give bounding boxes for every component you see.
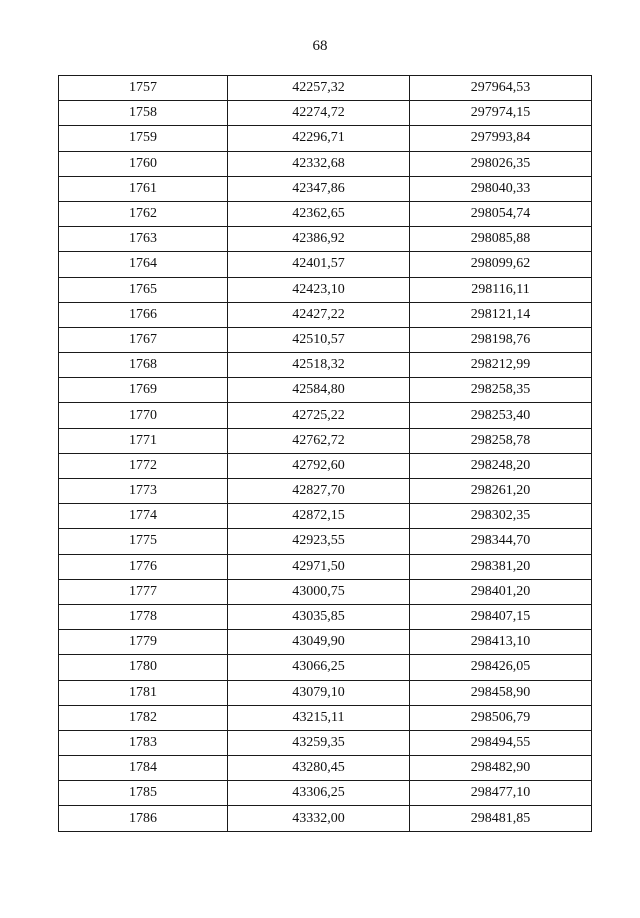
y-coordinate-cell: 298407,15 xyxy=(410,604,592,629)
point-number-cell: 1766 xyxy=(59,302,228,327)
x-coordinate-cell: 43066,25 xyxy=(228,655,410,680)
point-number-cell: 1786 xyxy=(59,806,228,831)
table-row xyxy=(59,151,592,176)
point-number-cell: 1761 xyxy=(59,176,228,201)
table-row xyxy=(59,630,592,655)
y-coordinate-cell: 298116,11 xyxy=(410,277,592,302)
point-number-cell: 1782 xyxy=(59,705,228,730)
x-coordinate-cell: 42971,50 xyxy=(228,554,410,579)
table-row xyxy=(59,227,592,252)
table-row xyxy=(59,403,592,428)
table-row xyxy=(59,302,592,327)
coordinates-table-body xyxy=(59,76,592,832)
table-row xyxy=(59,76,592,101)
x-coordinate-cell: 42510,57 xyxy=(228,327,410,352)
table-row xyxy=(59,680,592,705)
point-number-cell: 1771 xyxy=(59,428,228,453)
x-coordinate-cell: 42762,72 xyxy=(228,428,410,453)
table-row xyxy=(59,101,592,126)
x-coordinate-cell: 42584,80 xyxy=(228,378,410,403)
x-coordinate-cell: 42296,71 xyxy=(228,126,410,151)
x-coordinate-cell: 43259,35 xyxy=(228,730,410,755)
y-coordinate-cell: 298099,62 xyxy=(410,252,592,277)
y-coordinate-cell: 298040,33 xyxy=(410,176,592,201)
table-row xyxy=(59,781,592,806)
y-coordinate-cell: 298258,35 xyxy=(410,378,592,403)
y-coordinate-cell: 298121,14 xyxy=(410,302,592,327)
x-coordinate-cell: 42725,22 xyxy=(228,403,410,428)
x-coordinate-cell: 43306,25 xyxy=(228,781,410,806)
point-number-cell: 1777 xyxy=(59,579,228,604)
y-coordinate-cell: 298253,40 xyxy=(410,403,592,428)
x-coordinate-cell: 43035,85 xyxy=(228,604,410,629)
y-coordinate-cell: 298506,79 xyxy=(410,705,592,730)
table-row xyxy=(59,126,592,151)
x-coordinate-cell: 42332,68 xyxy=(228,151,410,176)
table-row xyxy=(59,756,592,781)
y-coordinate-cell: 298085,88 xyxy=(410,227,592,252)
point-number-cell: 1768 xyxy=(59,353,228,378)
x-coordinate-cell: 43280,45 xyxy=(228,756,410,781)
x-coordinate-cell: 43332,00 xyxy=(228,806,410,831)
x-coordinate-cell: 42792,60 xyxy=(228,453,410,478)
y-coordinate-cell: 298302,35 xyxy=(410,504,592,529)
table-row xyxy=(59,504,592,529)
table-row xyxy=(59,604,592,629)
y-coordinate-cell: 298481,85 xyxy=(410,806,592,831)
point-number-cell: 1780 xyxy=(59,655,228,680)
table-row xyxy=(59,453,592,478)
point-number-cell: 1772 xyxy=(59,453,228,478)
y-coordinate-cell: 298426,05 xyxy=(410,655,592,680)
x-coordinate-cell: 42401,57 xyxy=(228,252,410,277)
point-number-cell: 1769 xyxy=(59,378,228,403)
point-number-cell: 1758 xyxy=(59,101,228,126)
point-number-cell: 1785 xyxy=(59,781,228,806)
y-coordinate-cell: 298261,20 xyxy=(410,479,592,504)
point-number-cell: 1765 xyxy=(59,277,228,302)
point-number-cell: 1763 xyxy=(59,227,228,252)
table-row xyxy=(59,730,592,755)
y-coordinate-cell: 298212,99 xyxy=(410,353,592,378)
point-number-cell: 1774 xyxy=(59,504,228,529)
point-number-cell: 1762 xyxy=(59,201,228,226)
point-number-cell: 1781 xyxy=(59,680,228,705)
y-coordinate-cell: 298198,76 xyxy=(410,327,592,352)
table-row xyxy=(59,277,592,302)
x-coordinate-cell: 42274,72 xyxy=(228,101,410,126)
y-coordinate-cell: 297964,53 xyxy=(410,76,592,101)
x-coordinate-cell: 42872,15 xyxy=(228,504,410,529)
x-coordinate-cell: 42423,10 xyxy=(228,277,410,302)
point-number-cell: 1784 xyxy=(59,756,228,781)
y-coordinate-cell: 298458,90 xyxy=(410,680,592,705)
point-number-cell: 1783 xyxy=(59,730,228,755)
x-coordinate-cell: 43215,11 xyxy=(228,705,410,730)
y-coordinate-cell: 297974,15 xyxy=(410,101,592,126)
point-number-cell: 1775 xyxy=(59,529,228,554)
table-row xyxy=(59,428,592,453)
point-number-cell: 1764 xyxy=(59,252,228,277)
table-row xyxy=(59,353,592,378)
table-row xyxy=(59,252,592,277)
table-row xyxy=(59,327,592,352)
point-number-cell: 1759 xyxy=(59,126,228,151)
y-coordinate-cell: 298344,70 xyxy=(410,529,592,554)
page-number: 68 xyxy=(312,38,328,54)
table-row xyxy=(59,176,592,201)
x-coordinate-cell: 42347,86 xyxy=(228,176,410,201)
y-coordinate-cell: 298258,78 xyxy=(410,428,592,453)
point-number-cell: 1770 xyxy=(59,403,228,428)
x-coordinate-cell: 43049,90 xyxy=(228,630,410,655)
coordinates-table xyxy=(58,75,592,832)
table-row xyxy=(59,705,592,730)
x-coordinate-cell: 42518,32 xyxy=(228,353,410,378)
x-coordinate-cell: 42827,70 xyxy=(228,479,410,504)
table-row xyxy=(59,529,592,554)
y-coordinate-cell: 297993,84 xyxy=(410,126,592,151)
y-coordinate-cell: 298413,10 xyxy=(410,630,592,655)
point-number-cell: 1779 xyxy=(59,630,228,655)
y-coordinate-cell: 298381,20 xyxy=(410,554,592,579)
y-coordinate-cell: 298248,20 xyxy=(410,453,592,478)
y-coordinate-cell: 298477,10 xyxy=(410,781,592,806)
table-row xyxy=(59,554,592,579)
y-coordinate-cell: 298026,35 xyxy=(410,151,592,176)
x-coordinate-cell: 42362,65 xyxy=(228,201,410,226)
point-number-cell: 1778 xyxy=(59,604,228,629)
x-coordinate-cell: 42923,55 xyxy=(228,529,410,554)
point-number-cell: 1757 xyxy=(59,76,228,101)
table-row xyxy=(59,579,592,604)
y-coordinate-cell: 298494,55 xyxy=(410,730,592,755)
table-row xyxy=(59,806,592,831)
x-coordinate-cell: 43079,10 xyxy=(228,680,410,705)
point-number-cell: 1776 xyxy=(59,554,228,579)
point-number-cell: 1773 xyxy=(59,479,228,504)
point-number-cell: 1760 xyxy=(59,151,228,176)
point-number-cell: 1767 xyxy=(59,327,228,352)
y-coordinate-cell: 298401,20 xyxy=(410,579,592,604)
x-coordinate-cell: 43000,75 xyxy=(228,579,410,604)
y-coordinate-cell: 298482,90 xyxy=(410,756,592,781)
table-row xyxy=(59,378,592,403)
x-coordinate-cell: 42427,22 xyxy=(228,302,410,327)
y-coordinate-cell: 298054,74 xyxy=(410,201,592,226)
table-row xyxy=(59,201,592,226)
x-coordinate-cell: 42257,32 xyxy=(228,76,410,101)
x-coordinate-cell: 42386,92 xyxy=(228,227,410,252)
table-row xyxy=(59,655,592,680)
table-row xyxy=(59,479,592,504)
